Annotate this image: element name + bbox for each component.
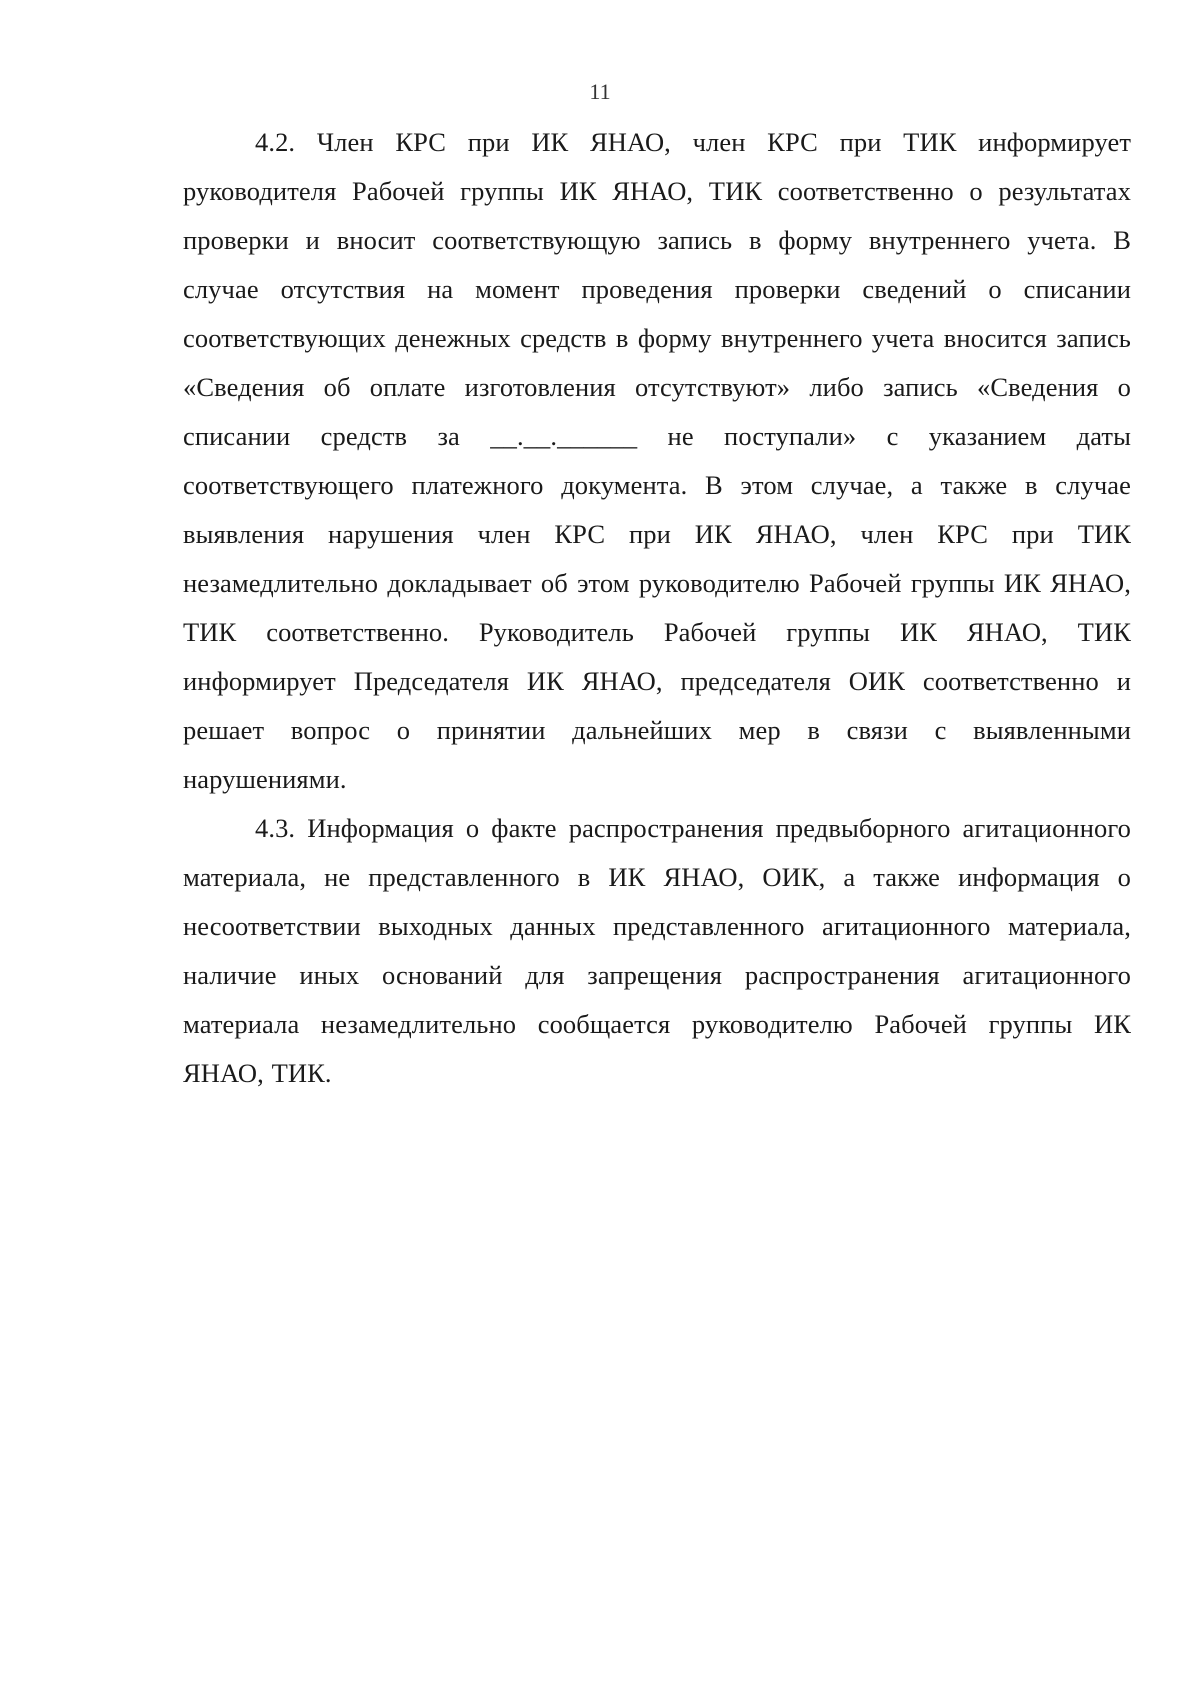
page-number: 11 [589, 79, 611, 104]
paragraph-4-2: 4.2. Член КРС при ИК ЯНАО, член КРС при ТИК информирует руководителя Рабочей группы ИК ЯНАО, ТИК соответственно о результатах проверки и вносит соответствующую запись в форму внутреннего учета. В случае отсутствия на момент проведения проверки сведений о списании соответствующих денежных средств в форму внутреннего учета вносится запись «Сведения об оплате изготовления отсутствуют» либо запись «Сведения о списании средств за __.__.______ не поступали» с указанием даты соответствующего платежного документа. В этом случае, а также в случае выявления нарушения член КРС при ИК ЯНАО, член КРС при ТИК незамедлительно докладывает об этом руководителю Рабочей группы ИК ЯНАО, ТИК соответственно. Руководитель Рабочей группы ИК ЯНАО, ТИК информирует Председателя ИК ЯНАО, председателя ОИК соответственно и решает вопрос о принятии дальнейших мер в связи с выявленными нарушениями. [183, 127, 1131, 794]
paragraph-4-3: 4.3. Информация о факте распространения предвыборного агитационного материала, не представленного в ИК ЯНАО, ОИК, а также информация о несоответствии выходных данных представленного агитационного материала, наличие иных оснований для запрещения распространения агитационного материала незамедлительно сообщается руководителю Рабочей группы ИК ЯНАО, ТИК. [183, 813, 1131, 1088]
document-body [183, 118, 1131, 1098]
